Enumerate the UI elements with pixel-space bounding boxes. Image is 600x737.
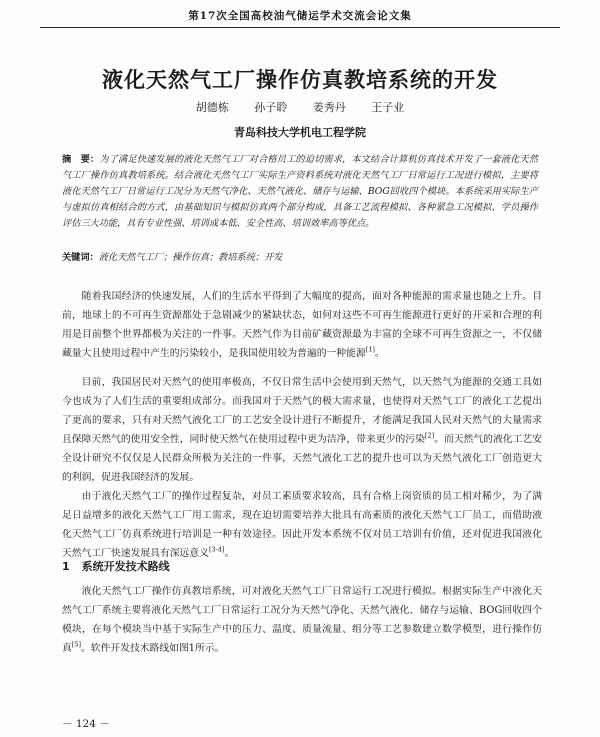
citation: [1]	[365, 345, 375, 354]
paragraph-text: 由于液化天然气工厂的操作过程复杂，对员工素质要求较高，具有合格上岗资质的员工相对稀少，为了满足日益增多的液化天然气工厂用工需求，现在迫切需要培养大批具有高素质的液化天然气工厂员工，而借助液化天然气工厂仿真系统进行培训是一种有效途径。因此开发本系统不仅对员工培训有价值，还对促进我国液化天然气工厂快速发展具有深远意义	[62, 491, 542, 559]
author-name: 王子业	[371, 101, 405, 114]
author-name: 姜秀丹	[312, 101, 346, 114]
author-name: 孙子聆	[254, 101, 288, 114]
paper-title: 液化天然气工厂操作仿真教培系统的开发	[102, 68, 498, 92]
abstract-text: 为了满足快速发展的液化天然气工厂对合格员工的迫切需求，本文结合计算机仿真技术开发了一套液化天然气工厂操作仿真教培系统。结合液化天然气工厂实际生产资料系统对液化天然气工厂日常运行工况进行模拟，主要将液化天然气工厂日常运行工况分为天然气净化、天然气液化、储存与运输、BOG回收四个模块。本系统采用实际生产与虚拟仿真相结合的方式，由基础知识与模拟仿真两个部分构成，具备工艺流程模拟、各种紧急工况模拟、学员操作评估三大功能，具有专业性强、培训成本低、安全性高、培训效率高等优点。	[62, 154, 539, 229]
paragraph-text: 。	[374, 348, 385, 359]
keywords	[62, 249, 538, 263]
abstract-label: 摘 要：	[62, 154, 100, 165]
paragraph-text: 目前，我国居民对天然气的使用率极高，不仅日常生活中会使用到天然气，以天然气为能源的交通工具如今也成为了人们生活的重要组成部分。而我国对于天然气的极大需求量，也使得对天然气工厂的液化工艺提出了更高的要求，只有对天然气液化工厂的工艺安全设计进行不断提升，才能满足我国人民对天然气的大量需求且保障天然气的使用安全性，同时使天然气在使用过程中更为洁净，带来更少的污染	[62, 377, 542, 445]
paragraph-text: 液化天然气工厂操作仿真教培系统，可对液化天然气工厂日常运行工况进行模拟。根据实际生产中液化天然气工厂系统主要将液化天然气工厂日常运行工况分为天然气净化、天然气液化、储存与运输、BOG回收四个模块，在每个模块当中基于实际生产中的压力、温度、质量流量、组分等工艺参数建立数学模型，进行操作仿真	[62, 586, 542, 654]
section-heading	[62, 558, 182, 574]
section-body	[62, 582, 542, 658]
paragraph-text: 。而天然气的液化工艺安全设计研究不仅仅是人民群众所极为关注的一件事，天然气液化工艺的提升也可以为天然气液化工厂创造更大的利润，促进我国经济的发展。	[62, 434, 543, 483]
author-list	[0, 99, 600, 115]
paragraph	[62, 487, 542, 563]
citation: [3-4]	[208, 545, 225, 554]
page-number: － 124 －	[62, 718, 110, 730]
section-number: 1	[62, 560, 70, 573]
paragraph-text: 随着我国经济的快速发展，人们的生活水平得到了大幅度的提高，面对各种能源的需求量也随之上升。目前，地球上的不可再生资源都处于急剧减少的紧缺状态，如何对这些不可再生能源进行更好的开采和合理的利用是目前整个世界都极为关注的一件事。天然气作为目前矿藏资源最为丰富的全球不可再生资源之一，不仅储藏量大且使用过程中产生的污染较小，是我国使用较为普遍的一种能源	[62, 291, 542, 359]
intro-body	[62, 287, 542, 563]
citation: [2]	[424, 431, 435, 440]
paragraph-text: 。软件开发技术路线如图1所示。	[81, 643, 225, 654]
keywords-label: 关键词：	[62, 252, 99, 263]
abstract	[62, 152, 538, 232]
paragraph	[62, 582, 542, 658]
keywords-text: 液化天然气工厂；操作仿真；教培系统；开发	[98, 252, 283, 263]
paragraph	[62, 373, 542, 487]
affiliation: 青岛科技大学机电工程学院	[234, 126, 366, 139]
running-head: 第17次全国高校油气储运学术交流会论文集	[40, 8, 560, 28]
paragraph-text: 。	[224, 548, 235, 559]
author-name: 胡德栋	[195, 101, 229, 114]
section-title: 系统开发技术路线	[81, 560, 170, 573]
citation: [5]	[71, 640, 82, 649]
paragraph	[62, 287, 542, 363]
